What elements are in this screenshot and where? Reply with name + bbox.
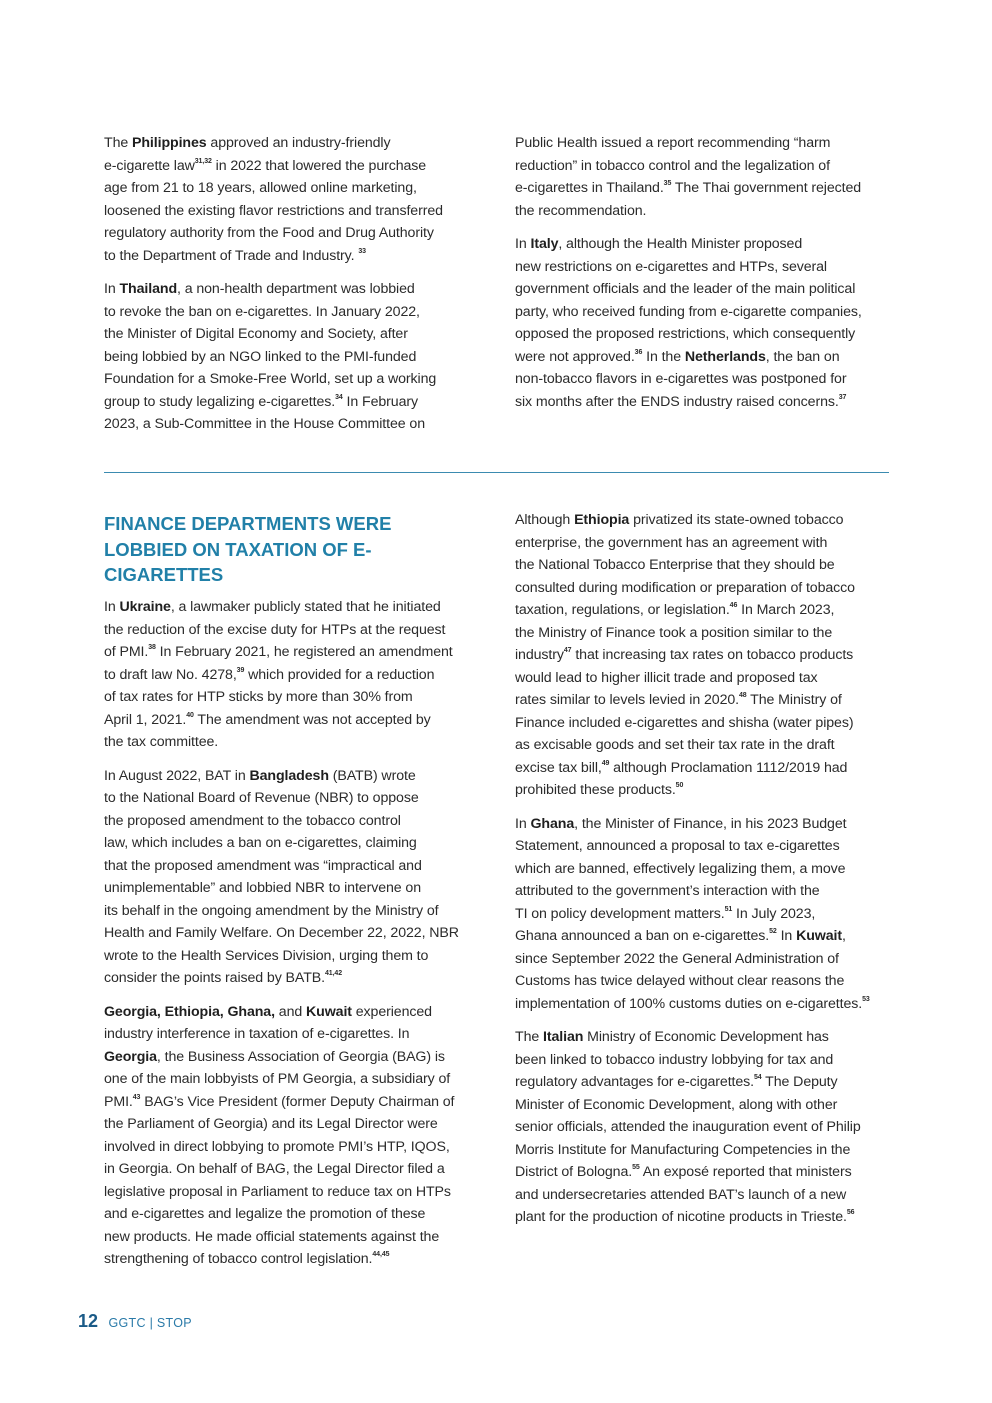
footnote-reference: 40 <box>186 711 194 719</box>
bold-term: Ghana <box>530 815 575 832</box>
paragraph-ukraine: In Ukraine, a lawmaker publicly stated that he initiated the reduction of the excise duty for HTPs at the request of PMI.$^{38}$ In February 2021, he registered an amendment to draft law No. 4278,39 which provided for a reduction of tax rates for HTP sticks by more than 30% from April 1, 2021.40 The amendment was not accepted by the tax committee. <box>104 599 453 750</box>
section-heading: FINANCE DEPARTMENTS WERE LOBBIED ON TAXATION OF E-CIGARETTES <box>104 513 392 585</box>
bottom-right-column <box>515 509 900 1229</box>
page-footer <box>78 1311 192 1332</box>
footnote-reference: 47 <box>563 647 572 654</box>
bold-term: Kuwait <box>306 1003 352 1020</box>
footnote-reference: 46 <box>729 602 738 609</box>
footer-publication: GGTC | STOP <box>108 1316 192 1330</box>
bold-term: Bangladesh <box>249 767 329 784</box>
footnote-reference: 38 <box>148 644 156 651</box>
footnote-reference: 31,32 <box>194 157 212 165</box>
top-left-column <box>104 132 484 436</box>
bold-term: Ethiopia <box>574 512 630 528</box>
paragraph-italy-netherlands: In Italy, although the Health Minister proposed new restrictions on e-cigarettes and HTPs, several government officials and the leader of the main political party, who received funding from e-cigarette companies, opposed the proposed restrictions, which consequently were not approved.$^{36}$ In the Netherlands, the ban on non-tobacco flavors in e-cigarettes was postponed for six months after the ENDS industry raised concerns.$^{37}$ <box>515 236 862 410</box>
bold-term: Georgia <box>104 1048 157 1065</box>
footnote-reference: 39 <box>236 666 245 674</box>
paragraph-thailand: In Thailand, a non-health department was lobbied to revoke the ban on e-cigarettes. In January 2022, the Minister of Digital Economy and Society, after being lobbied by an NGO linked to the PMI-funded Foundation for a Smoke-Free World, set up a working group to study legalizing e-cigarettes.$^{34}$ In February 2023, a Sub-Committee in the House Committee on <box>104 281 437 432</box>
footnote-reference: 43 <box>132 1093 141 1101</box>
section-divider <box>104 472 889 473</box>
paragraph-georgia: Georgia, Ethiopia, Ghana, and Kuwait experienced industry interference in taxation of e-cigarettes. In Georgia, the Business Association of Georgia (BAG) is one of the main lobbyists of PM Georgia, a subsidiary of PMI.$^{43}$ BAG’s Vice President (former Deputy Chairman of the Parliament of Georgia) and its Legal Director were involved in direct lobbying to promote PMI’s HTP, IQOS, in Georgia. On behalf of BAG, the Legal Director filed a legislative proposal in Parliament to reduce tax on HTPs and e-cigarettes and legalize the promotion of these new products. He made official statements against the strengthening of tobacco control legislation.$^{44,45}$ <box>104 1003 455 1267</box>
paragraph-bangladesh: In August 2022, BAT in Bangladesh (BATB) wrote to the National Board of Revenue (NBR) to oppose the proposed amendment to the tobacco control law, which includes a ban on e-cigarettes, claiming that the proposed amendment was “impractical and unimplementable” and lobbied NBR to intervene on its behalf in the ongoing amendment by the Ministry of Health and Family Welfare. On December 22, 2022, NBR wrote to the Health Services Division, urging them to consider the points raised by BATB.$^{41,42}$ <box>104 767 459 986</box>
footnote-reference: 56 <box>846 1209 855 1216</box>
footnote-reference: 36 <box>634 348 643 356</box>
bold-term: Kuwait <box>796 928 842 944</box>
footnote-reference: 52 <box>769 928 777 935</box>
footnote-reference: 49 <box>601 759 610 767</box>
footnote-reference: 34 <box>335 393 343 401</box>
bottom-left-column <box>104 596 489 1271</box>
footnote-reference: 48 <box>739 692 747 699</box>
bold-term: Georgia, Ethiopia, Ghana, <box>104 1003 275 1020</box>
page-number: 12 <box>78 1311 99 1331</box>
bold-term: Netherlands <box>684 348 766 365</box>
footnote-reference: 51 <box>724 905 733 913</box>
footnote-reference: 53 <box>862 995 870 1003</box>
bold-term: Italian <box>543 1029 584 1045</box>
footnote-reference: 50 <box>675 782 684 789</box>
footnote-reference: 44,45 <box>372 1251 390 1258</box>
footnote-reference: 55 <box>632 1164 640 1171</box>
footnote-reference: 41,42 <box>325 970 343 977</box>
paragraph-philippines: The Philippines approved an industry-friendly e-cigarette law$^{31,32}$ in 2022 that lowered the purchase age from 21 to 18 years, allowed online marketing, loosened the existing flavor restrictions and transferred regulatory authority from the Food and Drug Authority to the Department of Trade and Industry. $^{33}$ <box>104 135 443 264</box>
footnote-reference: 35 <box>663 180 672 187</box>
paragraph-italian-ministry: The Italian Ministry of Economic Development has been linked to tobacco industry lobbying for tax and regulatory advantages for e-cigarettes.$^{54}$ The Deputy Minister of Economic Development, along with other senior officials, attended the inauguration event of Philip Morris Institute for Manufacturing Competencies in the District of Bologna.$^{55}$ An exposé reported that ministers and undersecretaries attended BAT’s launch of a new plant for the production of nicotine products in Trieste.$^{56}$ <box>515 1029 861 1225</box>
footnote-reference: 33 <box>358 247 366 255</box>
bold-term: Philippines <box>132 135 207 151</box>
paragraph-ethiopia: Although Ethiopia privatized its state-owned tobacco enterprise, the government has an agreement with the National Tobacco Enterprise that they should be consulted during modification or preparation of tobacco taxation, regulations, or legislation.$^{46}$ In March 2023, the Ministry of Finance took a position similar to the industry$^{47}$ that increasing tax rates on tobacco products would lead to higher illicit trade and proposed tax rates similar to levels levied in 2020.48 The Ministry of Finance included e-cigarettes and shisha (water pipes) as excisable goods and set their tax rate in the draft excise tax bill,$^{49}$ although Proclamation 1112/2019 had prohibited these products.$^{50}$ <box>515 512 855 798</box>
footnote-reference: 37 <box>838 393 847 401</box>
footnote-reference: 54 <box>754 1074 762 1081</box>
bold-term: Ukraine <box>119 599 171 615</box>
paragraph-ghana-kuwait: In Ghana, the Minister of Finance, in his 2023 Budget Statement, announced a proposal to tax e-cigarettes which are banned, effectively legalizing them, a move attributed to the government’s interaction with the TI on policy development matters.$^{51}$ In July 2023, Ghana announced a ban on e-cigarettes.$^{52}$ In Kuwait, since September 2022 the General Administration of Customs has twice delayed without clear reasons the implementation of 100% customs duties on e-cigarettes.$^{53}$ <box>515 815 870 1012</box>
top-right-column <box>515 132 895 413</box>
bold-term: Thailand <box>119 281 178 297</box>
paragraph-thailand-continued: Public Health issued a report recommending “harm reduction” in tobacco control and the legalization of e-cigarettes in Thailand.$^{35}$ The Thai government rejected the recommendation. <box>515 135 862 219</box>
bold-term: Italy <box>530 236 559 252</box>
